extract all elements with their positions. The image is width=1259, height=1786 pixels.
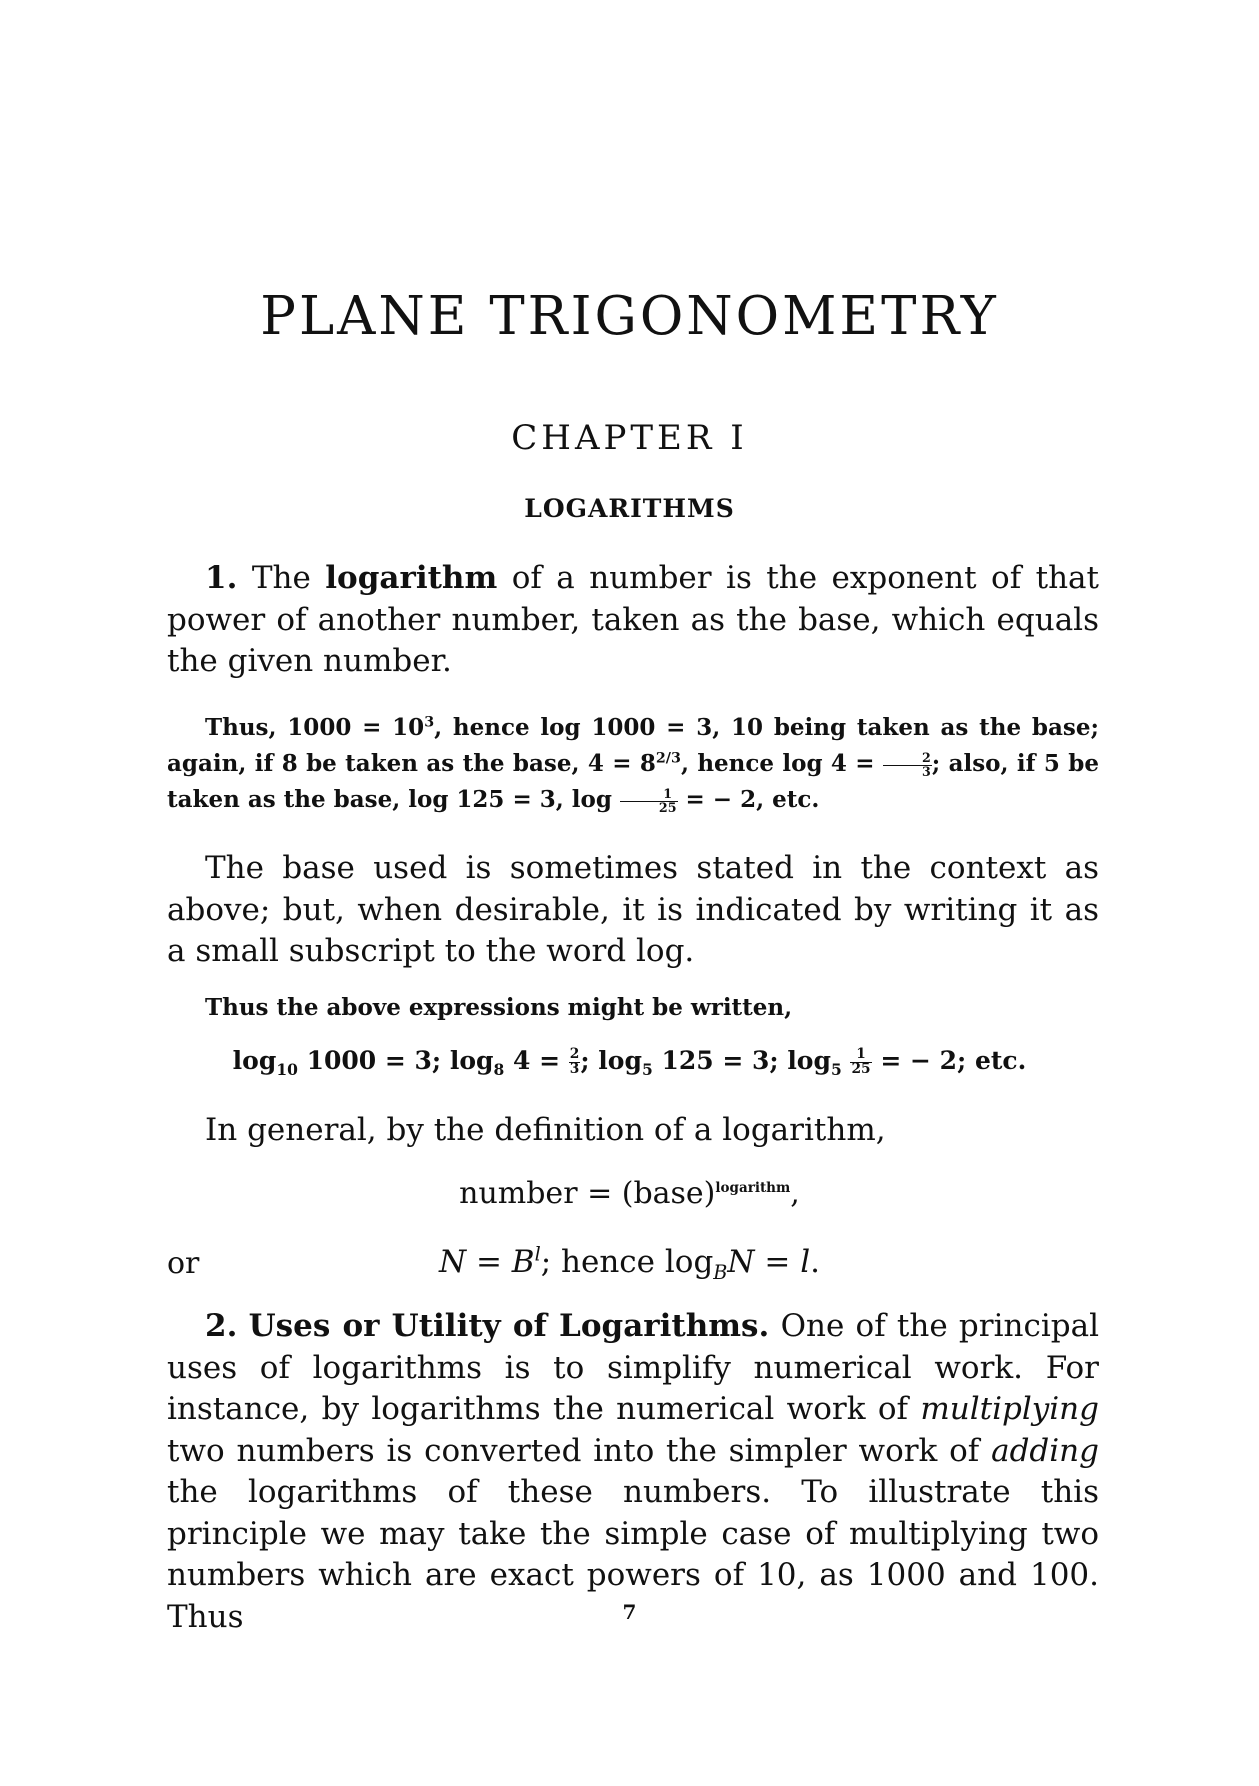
general-paragraph: In general, by the definition of a logarithm, [205, 1112, 886, 1148]
definition-paragraph: 1. The logarithm of a number is the exponent of that power of another number, taken as the base, which equals the given number. [167, 560, 1099, 679]
uses-paragraph: 2. Uses or Utility of Logarithms. One of the principal uses of logarithms is to simplify numerical work. For instance, by logarithms the numerical work of multiplying two numbers is converted into the simpler work of adding the logarithms of these numbers. To illustrate this principle we may take the simple case of multiplying two numbers which are exact powers of 10, as 1000 and 100. Thus [167, 1308, 1099, 1635]
base-paragraph: The base used is sometimes stated in the context as above; but, when desirable, it is indicated by writing it as a small subscript to the word log. [167, 850, 1099, 969]
section-number-2: 2. [205, 1308, 238, 1344]
section-title: LOGARITHMS [524, 494, 735, 523]
subscript-examples: $\log_{10} 1000 = 3$; $\log_8 4$ = $\frac{2}{3}$ ; $\log_5 125 = 3$; $\log_5$ $\frac{1}{25}$ = − 2; etc. [232, 1046, 1027, 1079]
book-title: PLANE TRIGONOMETRY [260, 286, 999, 347]
defined-term: logarithm [325, 560, 498, 596]
page-number: 7 [622, 1600, 637, 1624]
formula-log-definition: $N = B^l$; hence $\log_BN = l$. [438, 1242, 821, 1285]
section-number: 1. [205, 560, 238, 596]
formula-number-base: number = (base)$^{logarithm}$, [459, 1176, 800, 1211]
chapter-heading: CHAPTER I [511, 418, 748, 458]
section-heading-2: Uses or Utility of Logarithms. [248, 1308, 770, 1344]
example-intro: Thus the above expressions might be written, [205, 994, 793, 1021]
or-label: or [167, 1246, 200, 1281]
example-paragraph-1: Thus, $1000 = 10^3$, hence log 1000 = 3, 10 being taken as the base; again, if 8 be taken as the base, $4 = 8^{2/3}$, hence log 4 = $\frac{2}{3}$ ; also, if 5 be taken as the base, log 125 = 3, log $\frac{1}{25}$ = − 2, etc. [167, 714, 1099, 815]
